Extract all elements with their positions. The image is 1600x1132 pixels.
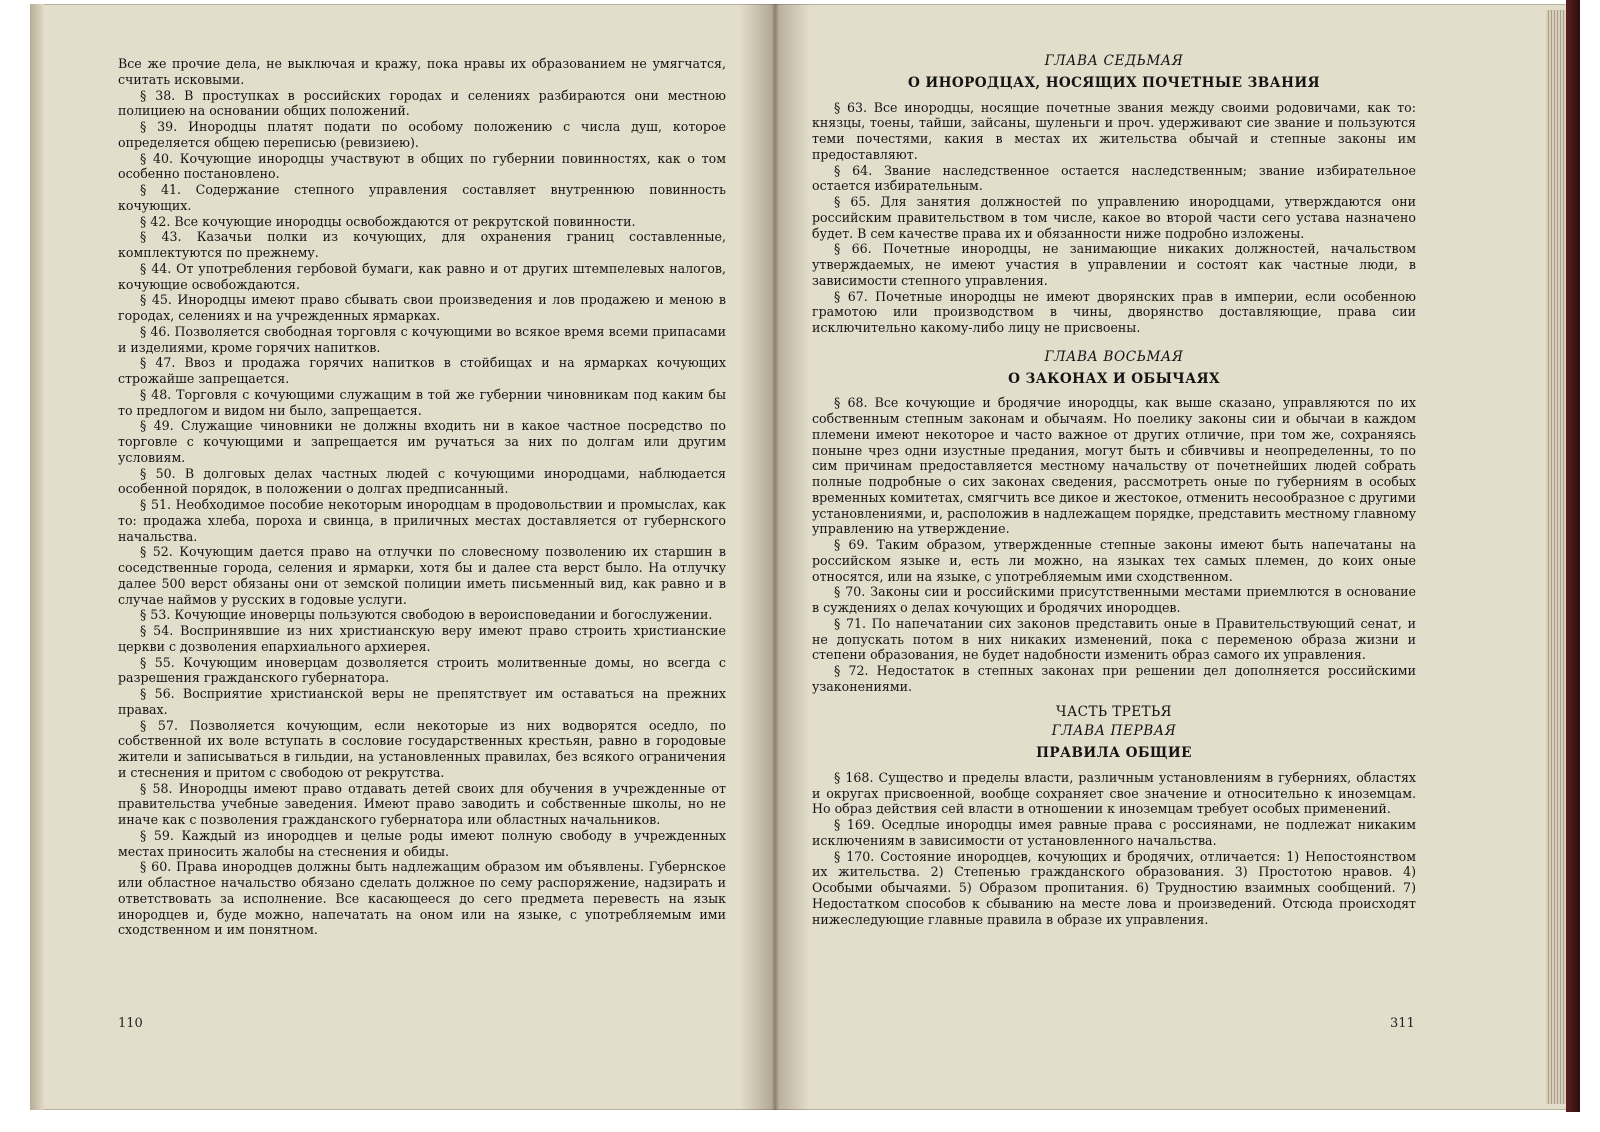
paragraph-49: § 49. Служащие чиновники не должны входить ни в какое частное посредство по торговле с кочующими и запрещается им ручаться за них по долгам или другим условиям. xyxy=(118,418,726,465)
paragraph-48: § 48. Торговля с кочующими служащим в той же губернии чиновникам под каким бы то предлогом и видом ни было, запрещается. xyxy=(118,386,726,418)
paragraph-57: § 57. Позволяется кочующим, если некоторые из них водворятся оседло, по собственной их воле вступать в сословие государственных крестьян, равно в городовые жители и записываться в гильдии, на установленных правилах, без всякого ограничения и стеснения и притом с свободою от рекрутства. xyxy=(118,717,726,780)
chapter-heading: О ЗАКОНАХ И ОБЫЧАЯХ xyxy=(1008,370,1220,387)
paragraph-53: § 53. Кочующие иноверцы пользуются свободою в вероисповедании и богослужении. xyxy=(140,607,713,623)
part-title: ЧАСТЬ ТРЕТЬЯ xyxy=(1056,703,1172,720)
paragraph-168: § 168. Существо и пределы власти, различным установлениям в губерниях, областях и округах присвоенной, вообще сохраняет свое значение и относительно к иноземцам. Но образ действия сей власти в отношении к иноземцам требует особых применений. xyxy=(812,769,1416,817)
paragraph-38: § 38. В проступках в российских городах и селениях разбираются они местною полициею на основании общих положений. xyxy=(118,87,726,119)
paragraph-170: § 170. Состояние инородцев, кочующих и бродячих, отличается: 1) Непостоянством их жительства. 2) Степенью гражданского образования. 3) Простотою нравов. 4) Особыми обычаями. 5) Образом пропитания. 6) Трудностию взаимных сообщений. 7) Недостатком способов к сбыванию на месте лова и произведений. Отсюда происходят нижеследующие главные правила в образе их управления. xyxy=(812,848,1416,927)
paragraph-43: § 43. Казачьи полки из кочующих, для охранения границ составленные, комплектуются по прежнему. xyxy=(118,229,726,260)
paragraph-60: § 60. Права инородцев должны быть надлежащим образом им объявлены. Губернское или областное начальство обязано сделать должное по сему распоряжение, надзирать и ответствовать за исполнение. Все касающееся до сего предмета перевесть на язык инородцев и, буде можно, напечатать на оном или на языке, с употребляемым ими сходственном и им понятном. xyxy=(118,859,726,938)
paragraph-65: § 65. Для занятия должностей по управлению инородцами, утверждаются они российским правительством в том числе, какое во второй части сего устава назначено будет. В сем качестве права их и обязанности ниже подробно изложены. xyxy=(812,194,1416,241)
book-cover-edge xyxy=(1566,0,1580,1112)
paragraph-52: § 52. Кочующим дается право на отлучки по словесному позволению их старшин в соседственные города, селения и ярмарки, хотя бы и далее ста верст было. На отлучку далее 500 верст обязаны они от земской полиции иметь письменный вид, как равно и в случае наймов у русских в годовые услуги. xyxy=(118,544,726,607)
chapter-title: ГЛАВА СЕДЬМАЯ xyxy=(1044,53,1184,69)
paragraph-64: § 64. Звание наследственное остается наследственным; звание избирательное остается избирательным. xyxy=(812,162,1416,194)
paragraph-69: § 69. Таким образом, утвержденные степные законы имеют быть напечатаны на российском языке и, есть ли можно, на языках тех самых племен, до коих оные относятся, или на языке, с употребляемым ими сходственном. xyxy=(812,537,1416,584)
paragraph-56: § 56. Восприятие христианской веры не препятствует им оставаться на прежних правах. xyxy=(118,686,726,717)
paragraph-55: § 55. Кочующим иноверцам дозволяется строить молитвенные домы, но всегда с разрешения гражданского губернатора. xyxy=(118,654,726,686)
paragraph-71: § 71. По напечатании сих законов представить оные в Правительствующий сенат, и не допускать потом в них никаких изменений, пока с переменою образа жизни и степени образования, не будет надобности изменить образ самого их управления. xyxy=(812,615,1416,663)
paragraph-44: § 44. От употребления гербовой бумаги, как равно и от других штемпелевых налогов, кочующие освобождаются. xyxy=(118,260,726,292)
paragraph-41: § 41. Содержание степного управления составляет внутреннюю повинность кочующих. xyxy=(118,182,726,213)
paragraph-50: § 50. В долговых делах частных людей с кочующими инородцами, наблюдается особенной порядок, в положении о долгах предписанный. xyxy=(118,465,726,497)
paragraph-42: § 42. Все кочующие инородцы освобождаются от рекрутской повинности. xyxy=(140,213,636,229)
paragraph-66: § 66. Почетные инородцы, не занимающие никаких должностей, начальством утверждаемых, не имеют участия в управлении и состоят как частные люди, в зависимости степного управления. xyxy=(812,241,1416,288)
chapter-title: ГЛАВА ВОСЬМАЯ xyxy=(1044,348,1184,365)
paragraph-59: § 59. Каждый из инородцев и целые роды имеют полную свободу в учрежденных местах приносить жалобы на стеснения и обиды. xyxy=(118,827,726,859)
paragraph-54: § 54. Воспринявшие из них христианскую веру имеют право строить христианские церкви с дозволения епархиального архиерея. xyxy=(118,623,726,654)
page-number-right: 311 xyxy=(1390,1016,1415,1031)
paragraph-45: § 45. Инородцы имеют право сбывать свои произведения и лов продажею и меною в городах, селениях и на учрежденных ярмарках. xyxy=(118,292,726,323)
left-page xyxy=(118,56,726,938)
chapter-heading: ПРАВИЛА ОБЩИЕ xyxy=(1036,745,1192,761)
paragraph-72: § 72. Недостаток в степных законах при решении дел дополняется российскими узаконениями. xyxy=(812,663,1416,694)
paragraph-39: § 39. Инородцы платят подати по особому положению с числа душ, которое определяется общею переписью (ревизиею). xyxy=(118,119,726,150)
paragraph-40: § 40. Кочующие инородцы участвуют в общих по губернии повинностях, как о том особенно постановлено. xyxy=(118,150,726,182)
chapter-title: ГЛАВА ПЕРВАЯ xyxy=(1051,723,1177,740)
right-page xyxy=(812,52,1416,927)
paragraph-70: § 70. Законы сии и российскими присутственными местами приемлются в основание в суждениях о делах кочующих и бродячих инородцев. xyxy=(812,584,1416,615)
page-number-left: 110 xyxy=(118,1016,143,1031)
chapter-heading: О ИНОРОДЦАХ, НОСЯЩИХ ПОЧЕТНЫЕ ЗВАНИЯ xyxy=(908,74,1320,91)
paragraph-47: § 47. Ввоз и продажа горячих напитков в стойбищах и на ярмарках кочующих строжайше запрещается. xyxy=(118,355,726,386)
paragraph-63: § 63. Все инородцы, носящие почетные звания между своими родовичами, как то: князцы, тоены, тайши, зайсаны, шуленьги и проч. удерживают сие звание и пользуются теми почестями, какия в местах их жительства обычай и степные законы им предоставляют. xyxy=(812,99,1416,162)
paragraph-51: § 51. Необходимое пособие некоторым инородцам в продовольствии и промыслах, как то: продажа хлеба, пороха и свинца, в приличных местах доставляется от губернского начальства. xyxy=(118,497,726,544)
book-gutter xyxy=(740,4,810,1110)
paragraph-46: § 46. Позволяется свободная торговля с кочующими во всякое время всеми припасами и изделиями, кроме горячих напитков. xyxy=(118,323,726,355)
paragraph-58: § 58. Инородцы имеют право отдавать детей своих для обучения в учрежденные от правительства учебные заведения. Имеют право заводить и собственные школы, но не иначе как с позволения гражданского губернатора или областных начальников. xyxy=(118,780,726,827)
paragraph-67: § 67. Почетные инородцы не имеют дворянских прав в империи, если особенною грамотою или производством в чины, дворянство доставляющие, права сии исключительно какому-либо лицу не присвоены. xyxy=(812,288,1416,335)
paragraph-169: § 169. Оседлые инородцы имея равные права с россиянами, не подлежат никаким исключениям в зависимости от установленного начальства. xyxy=(812,817,1416,848)
paragraph: Все же прочие дела, не выключая и кражу, пока нравы их образованием не умягчатся, считать исковыми. xyxy=(118,56,726,87)
paragraph-68: § 68. Все кочующие и бродячие инородцы, как выше сказано, управляются по их собственным степным законам и обычаям. Но поелику законы сии и обычаи в каждом племени имеют некоторое и часто важное от других отличие, при том же, сохраняясь поныне чрез одни изустные предания, могут быть и сбивчивы и неопределенны, то по сим причинам предоставляется местному начальству от почетнейших людей собрать полные подробные о сих законах сведения, рассмотреть оные по губерниям в особых временных комитетах, смягчить все дикое и жестокое, отменить несообразное с другими установлениями, и, расположив в надлежащем порядке, представить местному главному управлению на утверждение. xyxy=(812,395,1416,537)
page-edge-left xyxy=(30,4,44,1110)
